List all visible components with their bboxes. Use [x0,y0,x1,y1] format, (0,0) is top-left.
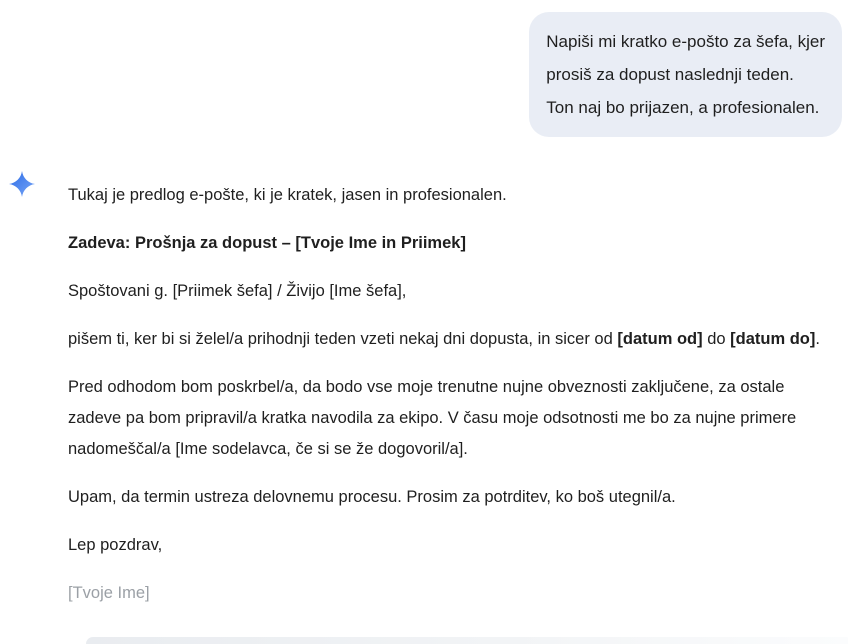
assistant-paragraph: Pred odhodom bom poskrbel/a, da bodo vse moje trenutne nujne obveznosti zaključene, za ostale zadeve pa bom pripravil/a kratka navodila za ekipo. V času moje odsotnosti me bo za nujne primere nadomeščal/a [Ime sodelavca, če si se že dogovoril/a]. [68,378,797,458]
assistant-paragraph: Spoštovani g. [Priimek šefa] / Živijo [Ime šefa], [68,282,407,300]
assistant-message [68,180,823,626]
user-message-line: Napiši mi kratko e-pošto za šefa, kjer [546,32,825,51]
assistant-paragraph: Lep pozdrav, [68,536,163,554]
gemini-sparkle-icon [9,171,35,197]
assistant-paragraph: pišem ti, ker bi si želel/a prihodnji teden vzeti nekaj dni dopusta, in sicer od [datum od] do [datum do]. [68,330,820,348]
user-message-line: prosiš za dopust naslednji teden. [546,65,794,84]
user-message-text [546,25,825,124]
user-message-line: Ton naj bo prijazen, a profesionalen. [546,98,820,117]
assistant-paragraph: Upam, da termin ustreza delovnemu procesu. Prosim za potrditev, ko boš utegnil/a. [68,488,676,506]
user-message-bubble [529,12,842,137]
assistant-paragraph: Tukaj je predlog e-pošte, ki je kratek, jasen in profesionalen. [68,186,507,204]
assistant-paragraph: Zadeva: Prošnja za dopust – [Tvoje Ime in Priimek] [68,234,466,252]
chat-input-bar[interactable] [86,637,848,644]
assistant-paragraph: [Tvoje Ime] [68,584,150,602]
